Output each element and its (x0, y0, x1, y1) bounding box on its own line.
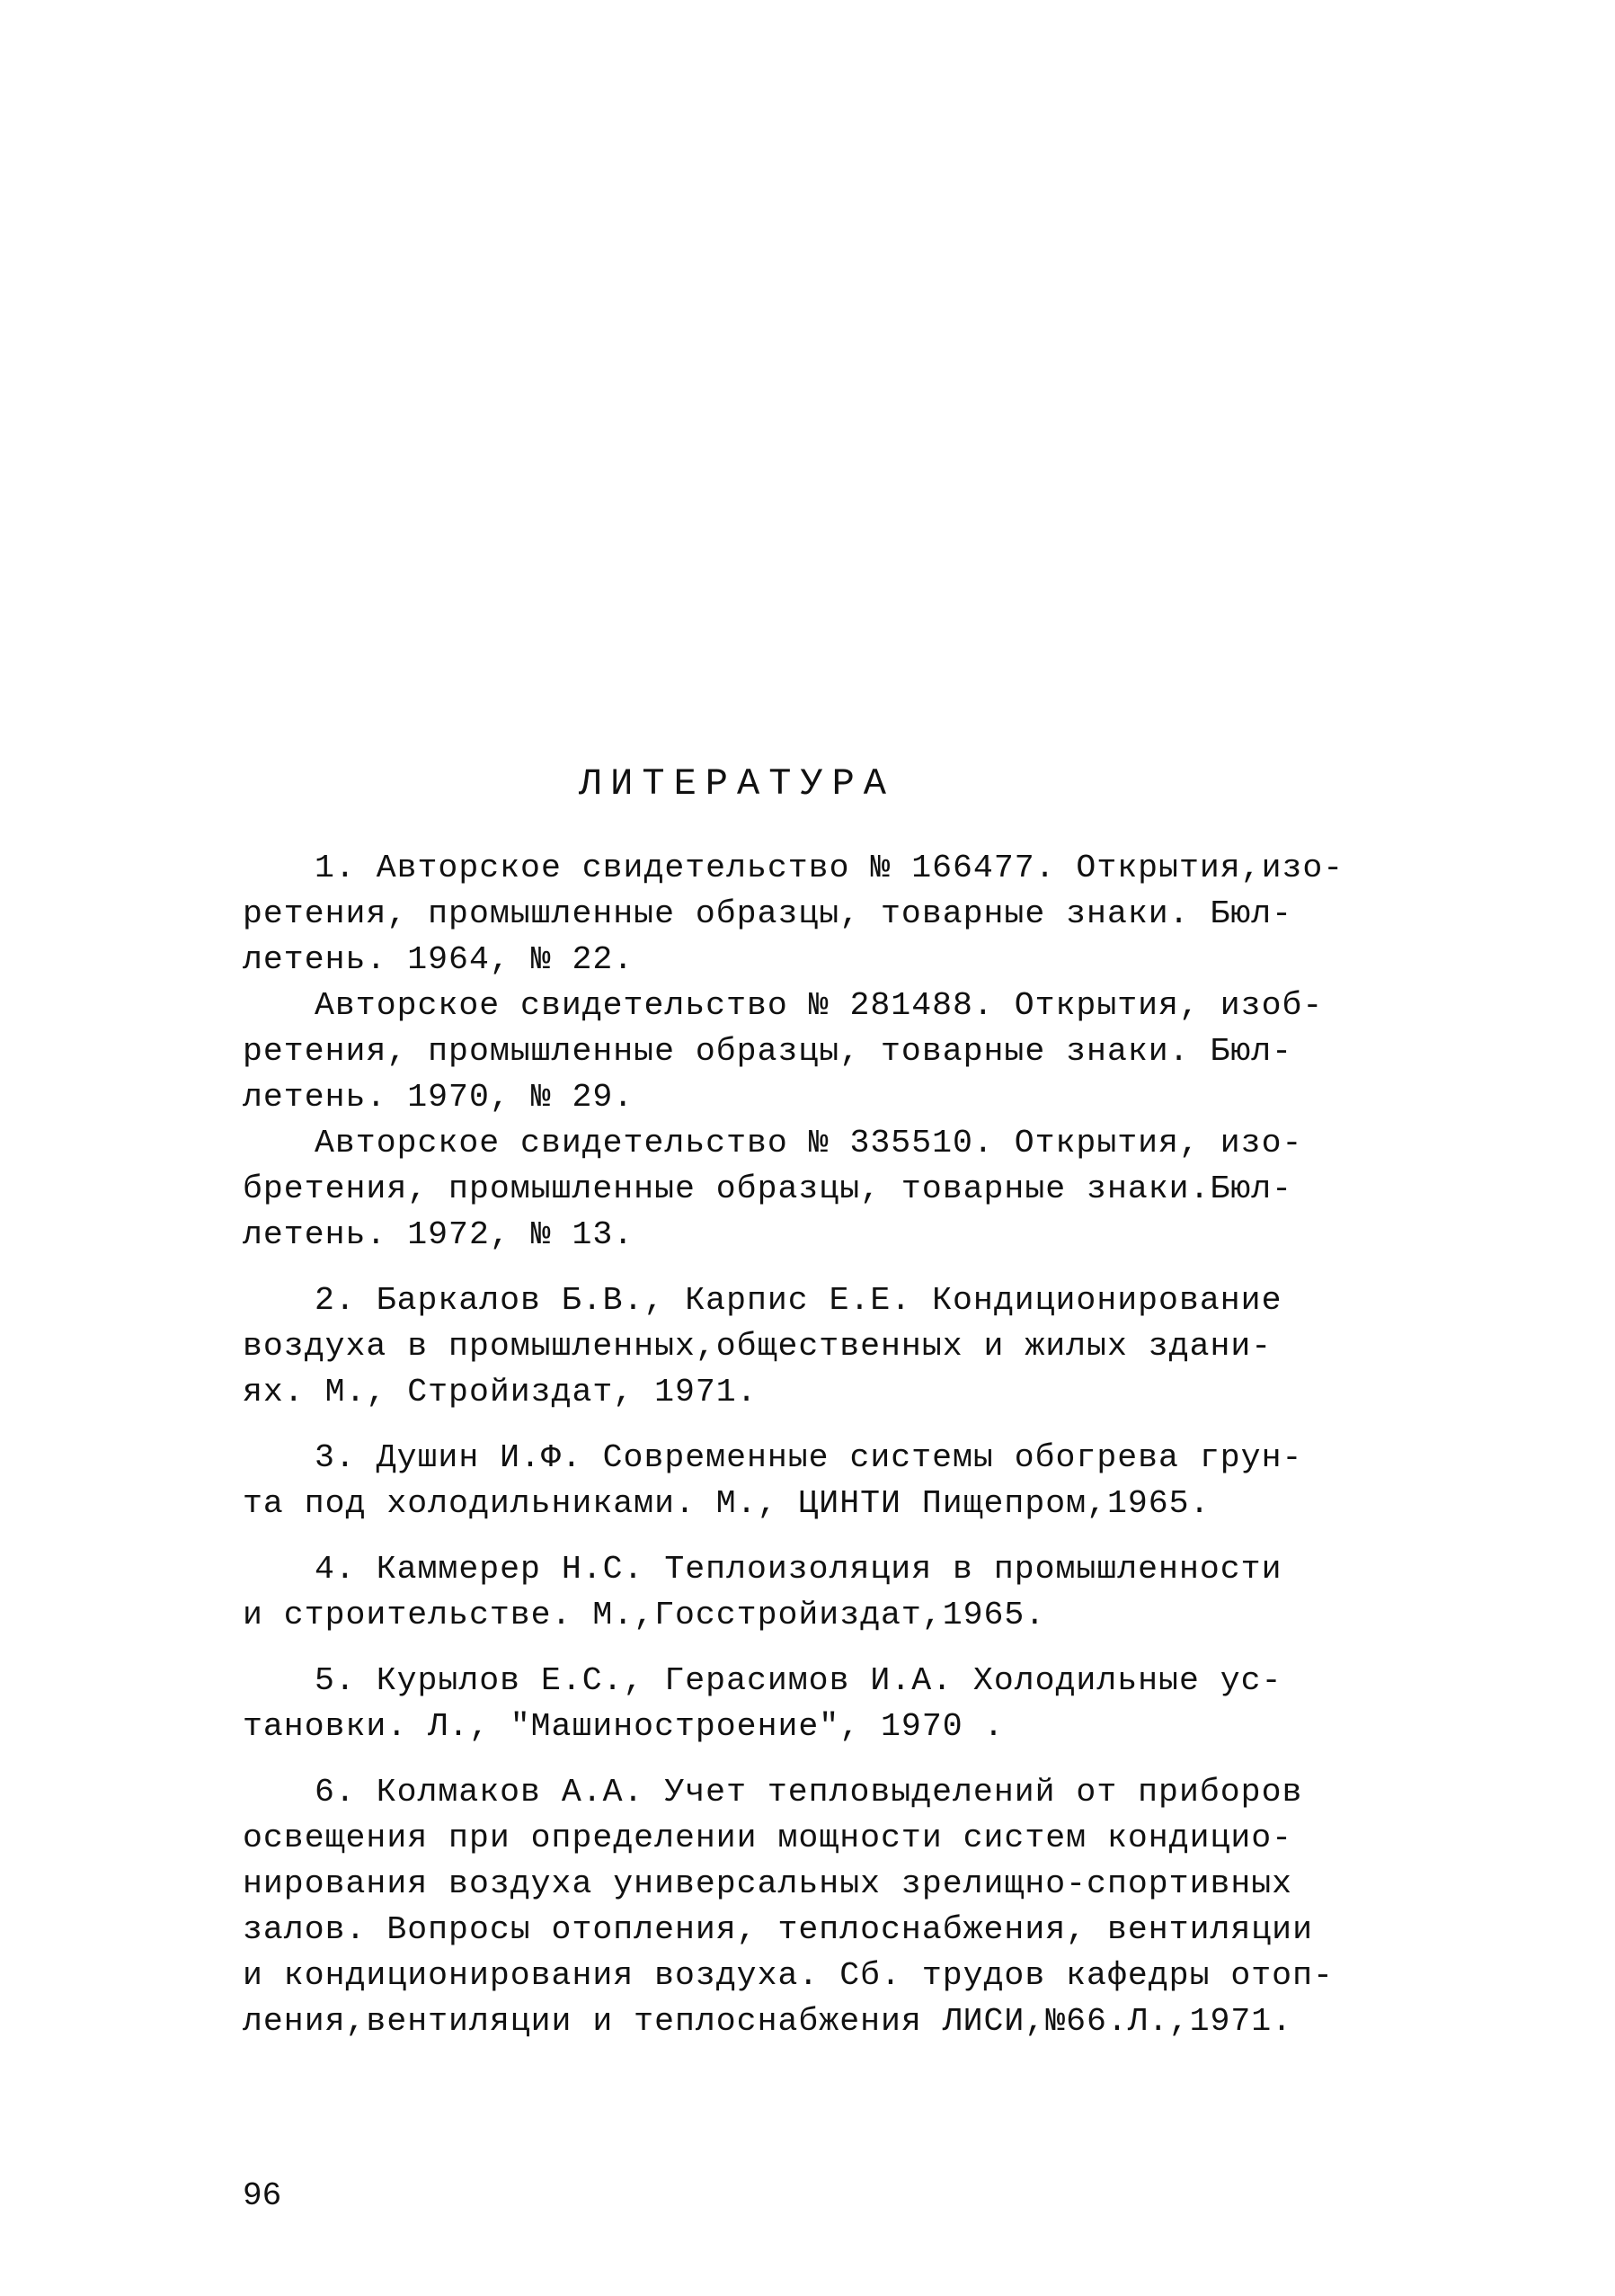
reference-entry-6 (243, 1769, 1438, 2044)
reference-line: нирования воздуха универсальных зрелищно-спортивных (243, 1865, 1293, 1902)
reference-entry-1a (243, 845, 1438, 983)
reference-entry-1b (243, 983, 1438, 1120)
reference-line: Авторское свидетельство № 281488. Открытия, изоб- (315, 987, 1324, 1024)
reference-line: ретения, промышленные образцы, товарные знаки. Бюл- (243, 895, 1293, 932)
reference-line: 3. Душин И.Ф. Современные системы обогрева грун- (315, 1439, 1303, 1476)
reference-line: ях. М., Стройиздат, 1971. (243, 1374, 758, 1411)
reference-line: 5. Курылов Е.С., Герасимов И.А. Холодильные ус- (315, 1662, 1282, 1699)
reference-entry-5 (243, 1658, 1438, 1749)
reference-line: и кондиционирования воздуха. Сб. трудов кафедры отоп- (243, 1957, 1334, 1994)
reference-line: летень. 1972, № 13. (243, 1216, 634, 1253)
reference-line: Авторское свидетельство № 335510. Открытия, изо- (315, 1125, 1303, 1161)
reference-line: 4. Каммерер Н.С. Теплоизоляция в промышленности (315, 1551, 1282, 1588)
reference-line: тановки. Л., "Машиностроение", 1970 . (243, 1708, 1005, 1745)
reference-line: 1. Авторское свидетельство № 166477. Открытия,изо- (315, 850, 1344, 886)
reference-line: ления,вентиляции и теплоснабжения ЛИСИ,№66.Л.,1971. (243, 2003, 1293, 2040)
reference-line: освещения при определении мощности систем кондицио- (243, 1820, 1293, 1856)
reference-line: летень. 1970, № 29. (243, 1079, 634, 1116)
reference-entry-4 (243, 1546, 1438, 1638)
page-number: 96 (243, 2177, 282, 2214)
reference-line: воздуха в промышленных,общественных и жилых здани- (243, 1328, 1273, 1365)
reference-line: бретения, промышленные образцы, товарные знаки.Бюл- (243, 1170, 1293, 1207)
reference-line: та под холодильниками. М., ЦИНТИ Пищепром,1965. (243, 1485, 1211, 1522)
reference-entry-1c (243, 1120, 1438, 1258)
reference-line: и строительстве. М.,Госстройиздат,1965. (243, 1597, 1046, 1633)
reference-line: летень. 1964, № 22. (243, 941, 634, 978)
reference-line: 2. Баркалов Б.В., Карпис Е.Е. Кондиционирование (315, 1282, 1282, 1319)
reference-line: залов. Вопросы отопления, теплоснабжения, вентиляции (243, 1911, 1313, 1948)
references-heading: ЛИТЕРАТУРА (578, 762, 896, 805)
reference-entry-3 (243, 1435, 1438, 1526)
reference-line: 6. Колмаков А.А. Учет тепловыделений от приборов (315, 1774, 1303, 1811)
reference-entry-2 (243, 1277, 1438, 1415)
references-list (243, 845, 1438, 2064)
reference-line: ретения, промышленные образцы, товарные знаки. Бюл- (243, 1033, 1293, 1070)
